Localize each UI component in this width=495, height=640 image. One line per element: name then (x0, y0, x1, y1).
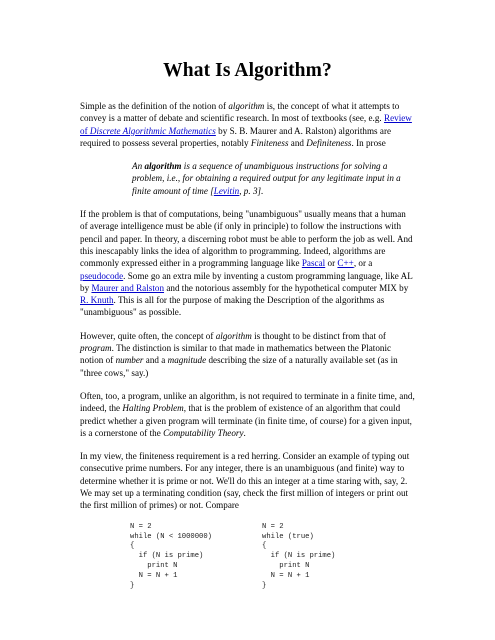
link-text-italic: Discrete Algorithmic Mathematics (89, 125, 216, 136)
code-comparison (130, 523, 415, 592)
text: is thought to be distinct from that of (251, 330, 386, 341)
paragraph-intro (80, 100, 415, 149)
text: and (288, 137, 307, 148)
text: , or a (353, 258, 373, 269)
text: . In prose (351, 137, 386, 148)
em-algorithm: algorithm (228, 101, 265, 111)
text: is a sequence of unambiguous instructions for solving a problem, i.e., for obtaining a required output for any legitimate input in a finite amount of time [ (132, 161, 401, 196)
paragraph-finiteness: In my view, the finiteness requirement is a red herring. Consider an example of typing out consecutive prime numbers. For any integer, there is an unambiguous (and finite) way to determine whether it is prime or not. We'll do this an integer at a time staring with, say, 2. We may set up a terminating condition (say, check the first million of integers or print out the first million of primes) or not. Compare (80, 451, 410, 511)
code-block-terminating: N = 2 while (N < 1000000) { if (N is prime) print N N = N + 1 } (130, 522, 212, 591)
text: Simple as the definition of the notion of (80, 101, 229, 111)
paragraph-halting (80, 390, 415, 439)
text: However, quite often, the concept of (80, 330, 216, 341)
text: and the notorious assembly for the hypothetical computer MIX by (164, 282, 409, 293)
text: . The distinction is similar to that made in mathematics between the Platonic notion of (80, 343, 392, 366)
em-algorithm: algorithm (215, 330, 252, 341)
quote-definition (132, 160, 415, 197)
text: . (243, 427, 246, 438)
em-finiteness: Finiteness (250, 137, 289, 148)
code-block-infinite: N = 2 while (true) { if (N is prime) print N N = N + 1 } (262, 522, 336, 591)
em-program: program (80, 343, 112, 354)
link-knuth[interactable]: R. Knuth (80, 295, 114, 306)
link-pseudocode[interactable]: pseudocode (80, 270, 124, 281)
text: . Some go an extra mile by inventing a custom programming language, like AL by (80, 270, 413, 293)
link-cpp[interactable]: C++ (337, 258, 354, 269)
text: is, the concept of what it attempts to convey is a matter of debate and scientific research. In most of textbooks (see, e.g. (80, 101, 400, 124)
text: , that is the problem of existence of an algorithm that could predict whether a given program will terminate (in finite time, of course) for a given input, is a cornerstone of the (80, 403, 412, 438)
text: If the problem is that of computations, being "unambiguous" usually means that a human of average intelligence must be able (if only in principle) to follow the instructions with pencil and paper. In theory, a discerning robot must be able to perform the job as well. And this inescapably links the idea of algorithm to programming. Indeed, algorithms are commonly expressed either in a programming language like (80, 209, 413, 269)
link-maurer-ralston[interactable]: Maurer and Ralston (91, 282, 165, 293)
link-text: Review of (80, 113, 412, 136)
text: . This is all for the purpose of making the Description of the algorithms as "unambiguous" as possible. (80, 295, 385, 318)
em-definiteness: Definiteness (306, 137, 352, 148)
link-pascal[interactable]: Pascal (301, 258, 326, 269)
text: describing the size of a naturally available set (as in "three cows," say.) (80, 355, 398, 378)
em-computability-theory: Computability Theory (163, 427, 244, 438)
paragraph-computations (80, 208, 415, 319)
em-number: number (115, 355, 144, 366)
text: and a (143, 355, 168, 366)
text: , p. 3]. (239, 185, 264, 196)
em-halting-problem: Halting Problem (122, 403, 184, 414)
em-magnitude: magnitude (167, 355, 207, 366)
paragraph-distinction (80, 330, 415, 379)
link-levitin[interactable]: Levitin (213, 185, 240, 196)
text: or (325, 258, 338, 269)
text: by S. B. Maurer and A. Ralston) algorithms are required to possess several properties, notably (80, 125, 392, 148)
text: An (132, 161, 145, 172)
page-title: What Is Algorithm? (163, 60, 332, 81)
text: Often, too, a program, unlike an algorithm, is not required to terminate in a finite time, and, indeed, the (80, 390, 415, 414)
strong-algorithm: algorithm (144, 161, 182, 172)
